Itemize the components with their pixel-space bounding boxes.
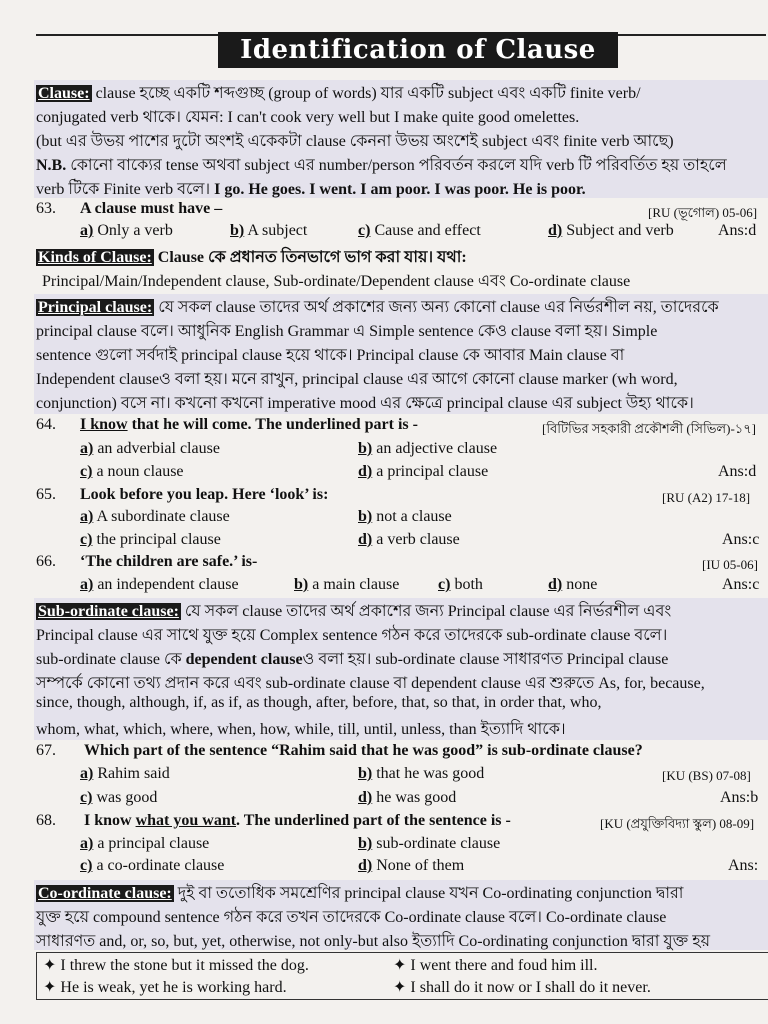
q66-option-d: d) none <box>548 576 598 593</box>
q67-text: Which part of the sentence “Rahim said that he was good” is sub-ordinate clause? <box>84 742 643 759</box>
q65-answer: Ans:c <box>722 531 760 548</box>
q63-text: A clause must have – <box>80 200 223 217</box>
q65-source: [RU (A2) 17-18] <box>662 490 751 505</box>
q65-text: Look before you leap. Here ‘look’ is: <box>80 486 329 503</box>
q68-option-b: b) sub-ordinate clause <box>358 835 501 852</box>
coordinate-line2: যুক্ত হয়ে compound sentence গঠন করে তখন তাদেরকে Co-ordinate clause বলে। Co-ordinate clause <box>36 909 667 926</box>
q68-option-a: a) a principal clause <box>80 835 210 852</box>
clause-tag: Clause: <box>38 85 90 102</box>
q63-answer: Ans:d <box>718 222 757 239</box>
q67-option-d: d) he was good <box>358 789 457 806</box>
subordinate-line5: since, though, although, if, as if, as though, after, before, that, so that, in order that, who, <box>36 694 602 711</box>
kinds-heading: Kinds of Clause: Clause কে প্রধানত তিনভাগে ভাগ করা যায়। যথা: <box>38 249 467 266</box>
q66-text: ‘The children are safe.’ is- <box>80 553 258 570</box>
q68-source: [KU (প্রযুক্তিবিদ্যা স্কুল) 08-09] <box>600 816 755 831</box>
q66-option-a: a) an independent clause <box>80 576 239 593</box>
q65-option-b: b) not a clause <box>358 508 452 525</box>
examples-box <box>36 952 768 1000</box>
q66-option-c: c) both <box>438 576 483 593</box>
principal-line2: principal clause বলে। আধুনিক English Grammar এ Simple sentence কেও clause বলা হয়। Simple <box>36 323 658 340</box>
q68-answer: Ans: <box>728 857 759 874</box>
example-3: ✦ He is weak, yet he is working hard. <box>43 979 287 996</box>
q66-option-b: b) a main clause <box>294 576 400 593</box>
q63-option-d: d) Subject and verb <box>548 222 674 239</box>
q64-number: 64. <box>36 416 56 433</box>
subordinate-line2: Principal clause এর সাথে যুক্ত হয়ে Complex sentence গঠন করে তাদেরকে sub-ordinate clause বলে। <box>36 627 668 644</box>
q65-option-c: c) the principal clause <box>80 531 221 548</box>
principal-tag: Principal clause: <box>38 299 153 316</box>
kinds-tag: Kinds of Clause: <box>38 249 152 266</box>
q64-answer: Ans:d <box>718 463 757 480</box>
clause-def-line4: N.B. কোনো বাক্যের tense অথবা subject এর number/person পরিবর্তন করলে যদি verb টি পরিবর্তিত হয় তাহলে <box>36 157 727 174</box>
q64-option-b: b) an adjective clause <box>358 440 498 457</box>
principal-line1: Principal clause: যে সকল clause তাদের অর্থ প্রকাশের জন্য অন্য কোনো clause এর নির্ভরশীল নয়, তাদেরকে <box>38 299 719 316</box>
principal-line4: Independent clauseও বলা হয়। মনে রাখুন, principal clause এর আগে কোনো clause marker (wh word, <box>36 371 678 388</box>
coordinate-line3: সাধারণত and, or, so, but, yet, otherwise, not only-but also ইত্যাদি Co-ordinating conjunction দ্বারা যুক্ত হয় <box>36 933 711 950</box>
q63-option-a: a) Only a verb <box>80 222 173 239</box>
kinds-list: Principal/Main/Independent clause, Sub-ordinate/Dependent clause এবং Co-ordinate clause <box>42 273 631 290</box>
q67-number: 67. <box>36 742 56 759</box>
q68-number: 68. <box>36 812 56 829</box>
coordinate-tag: Co-ordinate clause: <box>38 885 172 902</box>
subordinate-line6: whom, what, which, where, when, how, while, till, until, unless, than ইত্যাদি থাকে। <box>36 721 566 738</box>
q65-option-a: a) A subordinate clause <box>80 508 230 525</box>
example-1: ✦ I threw the stone but it missed the dog. <box>43 957 309 974</box>
q63-option-c: c) Cause and effect <box>358 222 481 239</box>
example-2: ✦ I went there and foud him ill. <box>393 957 598 974</box>
q65-number: 65. <box>36 486 56 503</box>
principal-line3: sentence গুলো সর্বদাই principal clause হয়ে থাকে। Principal clause কে আবার Main clause বা <box>36 347 625 364</box>
q66-source: [IU 05-06] <box>702 557 758 572</box>
subordinate-line1: Sub-ordinate clause: যে সকল clause তাদের অর্থ প্রকাশের জন্য Principal clause এর নির্ভরশীল এবং <box>38 603 672 620</box>
q63-source: [RU (ভূগোল) 05-06] <box>648 205 758 220</box>
clause-def-line1: Clause: clause হচ্ছে একটি শব্দগুচ্ছ (group of words) যার একটি subject এবং একটি finite verb/ <box>38 85 641 102</box>
q68-option-d: d) None of them <box>358 857 465 874</box>
clause-def-line3: (but এর উভয় পাশের দুটো অংশই একেকটা clause কেননা উভয় অংশেই subject এবং finite verb আছে) <box>36 133 674 150</box>
q67-answer: Ans:b <box>720 789 759 806</box>
subordinate-line3: sub-ordinate clause কে dependent clauseও বলা হয়। sub-ordinate clause সাধারণত Principal clause <box>36 651 669 668</box>
q67-option-a: a) Rahim said <box>80 765 170 782</box>
subordinate-line4: সম্পর্কে কোনো তথ্য প্রদান করে এবং sub-ordinate clause বা dependent clause এর শুরুতে As, for, because, <box>36 675 705 692</box>
q64-option-c: c) a noun clause <box>80 463 184 480</box>
q65-option-d: d) a verb clause <box>358 531 460 548</box>
q67-source: [KU (BS) 07-08] <box>662 768 751 783</box>
q66-answer: Ans:c <box>722 576 760 593</box>
q63-option-b: b) A subject <box>230 222 308 239</box>
q64-option-d: d) a principal clause <box>358 463 489 480</box>
q64-option-a: a) an adverbial clause <box>80 440 220 457</box>
q67-option-c: c) was good <box>80 789 158 806</box>
q66-number: 66. <box>36 553 56 570</box>
principal-line5: conjunction) বসে না। কখনো কখনো imperative mood এর ক্ষেত্রে principal clause এর subject উহ্য থাকে। <box>36 395 694 412</box>
subordinate-tag: Sub-ordinate clause: <box>38 603 179 620</box>
page-title: Identification of Clause <box>218 32 618 68</box>
q67-option-b: b) that he was good <box>358 765 485 782</box>
example-4: ✦ I shall do it now or I shall do it never. <box>393 979 651 996</box>
clause-def-line2: conjugated verb থাকে। যেমন: I can't cook very well but I make quite good omelettes. <box>36 109 580 126</box>
q68-option-c: c) a co-ordinate clause <box>80 857 225 874</box>
q68-text: I know what you want. The underlined part of the sentence is - <box>84 812 511 829</box>
q64-source: [বিটিভির সহকারী প্রকৌশলী (সিভিল)-১৭] <box>542 421 756 436</box>
q63-number: 63. <box>36 200 56 217</box>
coordinate-line1: Co-ordinate clause: দুই বা ততোধিক সমশ্রেণির principal clause যখন Co-ordinating conjunction দ্বারা <box>38 885 684 902</box>
q64-text: I know that he will come. The underlined part is - <box>80 416 418 433</box>
clause-def-line5: verb টিকে Finite verb বলে। I go. He goes. I went. I am poor. I was poor. He is poor. <box>36 181 586 198</box>
